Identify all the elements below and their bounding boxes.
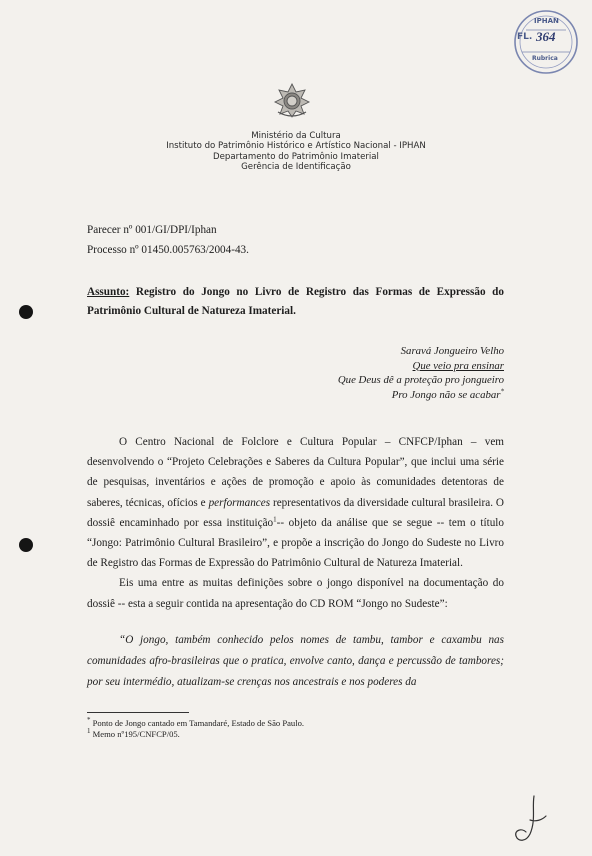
epigraph-line-3: Que Deus dê a proteção pro jongueiro bbox=[337, 374, 504, 387]
stamp-rubric-label: Rubrica bbox=[532, 55, 558, 62]
paragraph-2: Eis uma entre as muitas definições sobre o jongo disponível na documentação do dossiê -- esta a seguir contida na apresentação do CD ROM “Jongo no Sudeste”: bbox=[87, 577, 504, 610]
coat-of-arms-icon bbox=[272, 82, 312, 118]
processo-number: Processo nº 01450.005763/2004-43. bbox=[87, 244, 249, 256]
footnote-1-text: Ponto de Jongo cantado em Tamandaré, Estado de São Paulo. bbox=[90, 718, 305, 728]
header-department: Departamento do Patrimônio Imaterial bbox=[213, 151, 379, 162]
paragraph-1-footnote-ref: 1 bbox=[273, 515, 277, 524]
subject-label: Assunto: bbox=[87, 286, 130, 298]
stamp-folio-label: FL. bbox=[517, 32, 533, 42]
epigraph bbox=[338, 344, 504, 402]
subject bbox=[87, 283, 504, 321]
paragraph-1 bbox=[87, 432, 504, 573]
subject-text: Registro do Jongo no Livro de Registro das Formas de Expressão do Patrimônio Cultural de Natureza Imaterial. bbox=[87, 286, 504, 317]
paragraph-1-part-c: -- objeto da análise que se segue -- tem o título “Jongo: Patrimônio Cultural Brasileiro”, e propõe a inscrição do Jongo do Sudeste no Livro de Registro das Formas de Expressão do Patrimônio Cultural de Natureza Imaterial. bbox=[87, 516, 504, 570]
footnote-1 bbox=[87, 718, 304, 728]
folio-stamp bbox=[508, 8, 584, 80]
header-ministry: Ministério da Cultura bbox=[251, 131, 341, 141]
epigraph-line-1: Saravá Jongueiro Velho bbox=[400, 345, 504, 357]
footnote-1-mark: * bbox=[87, 716, 91, 725]
paragraph-1-part-b: representativos da diversidade cultural brasileira. O dossiê encaminhado por essa instituição bbox=[87, 496, 504, 529]
epigraph-line-4: Pro Jongo não se acabar bbox=[391, 388, 501, 401]
punch-hole-top bbox=[19, 305, 33, 319]
punch-hole-bottom bbox=[19, 538, 33, 552]
footnote-2 bbox=[87, 729, 180, 739]
footnote-2-mark: 1 bbox=[87, 727, 91, 736]
footnote-separator bbox=[87, 712, 189, 713]
paragraph-1-part-a: O Centro Nacional de Folclore e Cultura Popular – CNFCP/Iphan – vem desenvolvendo o “Projeto Celebrações e Saberes da Cultura Popular”, que inclui uma série de pesquisas, inventários e ações de promoção e apoio às comunidades detentoras de saberes, técnicas, ofícios e bbox=[87, 436, 504, 509]
body-text bbox=[87, 432, 504, 614]
stamp-folio-number: 364 bbox=[536, 29, 556, 44]
header-management: Gerência de Identificação bbox=[241, 162, 351, 173]
letterhead bbox=[0, 131, 592, 173]
header-institute: Instituto do Patrimônio Histórico e Artístico Nacional - IPHAN bbox=[166, 141, 426, 152]
epigraph-footnote-mark: * bbox=[500, 387, 504, 396]
epigraph-line-2: Que veio pra ensinar bbox=[412, 359, 504, 372]
handwritten-rubric bbox=[496, 790, 556, 850]
parecer-number: Parecer nº 001/GI/DPI/Iphan bbox=[87, 224, 217, 236]
footnote-2-text: Memo nº195/CNFCP/05. bbox=[90, 729, 180, 739]
stamp-agency: IPHAN bbox=[534, 17, 559, 25]
paragraph-1-emphasis: performances bbox=[208, 496, 271, 509]
block-quote: “O jongo, também conhecido pelos nomes de tambu, tambor e caxambu nas comunidades afro-brasileiras que o pratica, envolve canto, dança e percussão de tambores; por seu intermédio, atualizam-se crenças nos ancestrais e nos poderes da bbox=[87, 634, 504, 688]
